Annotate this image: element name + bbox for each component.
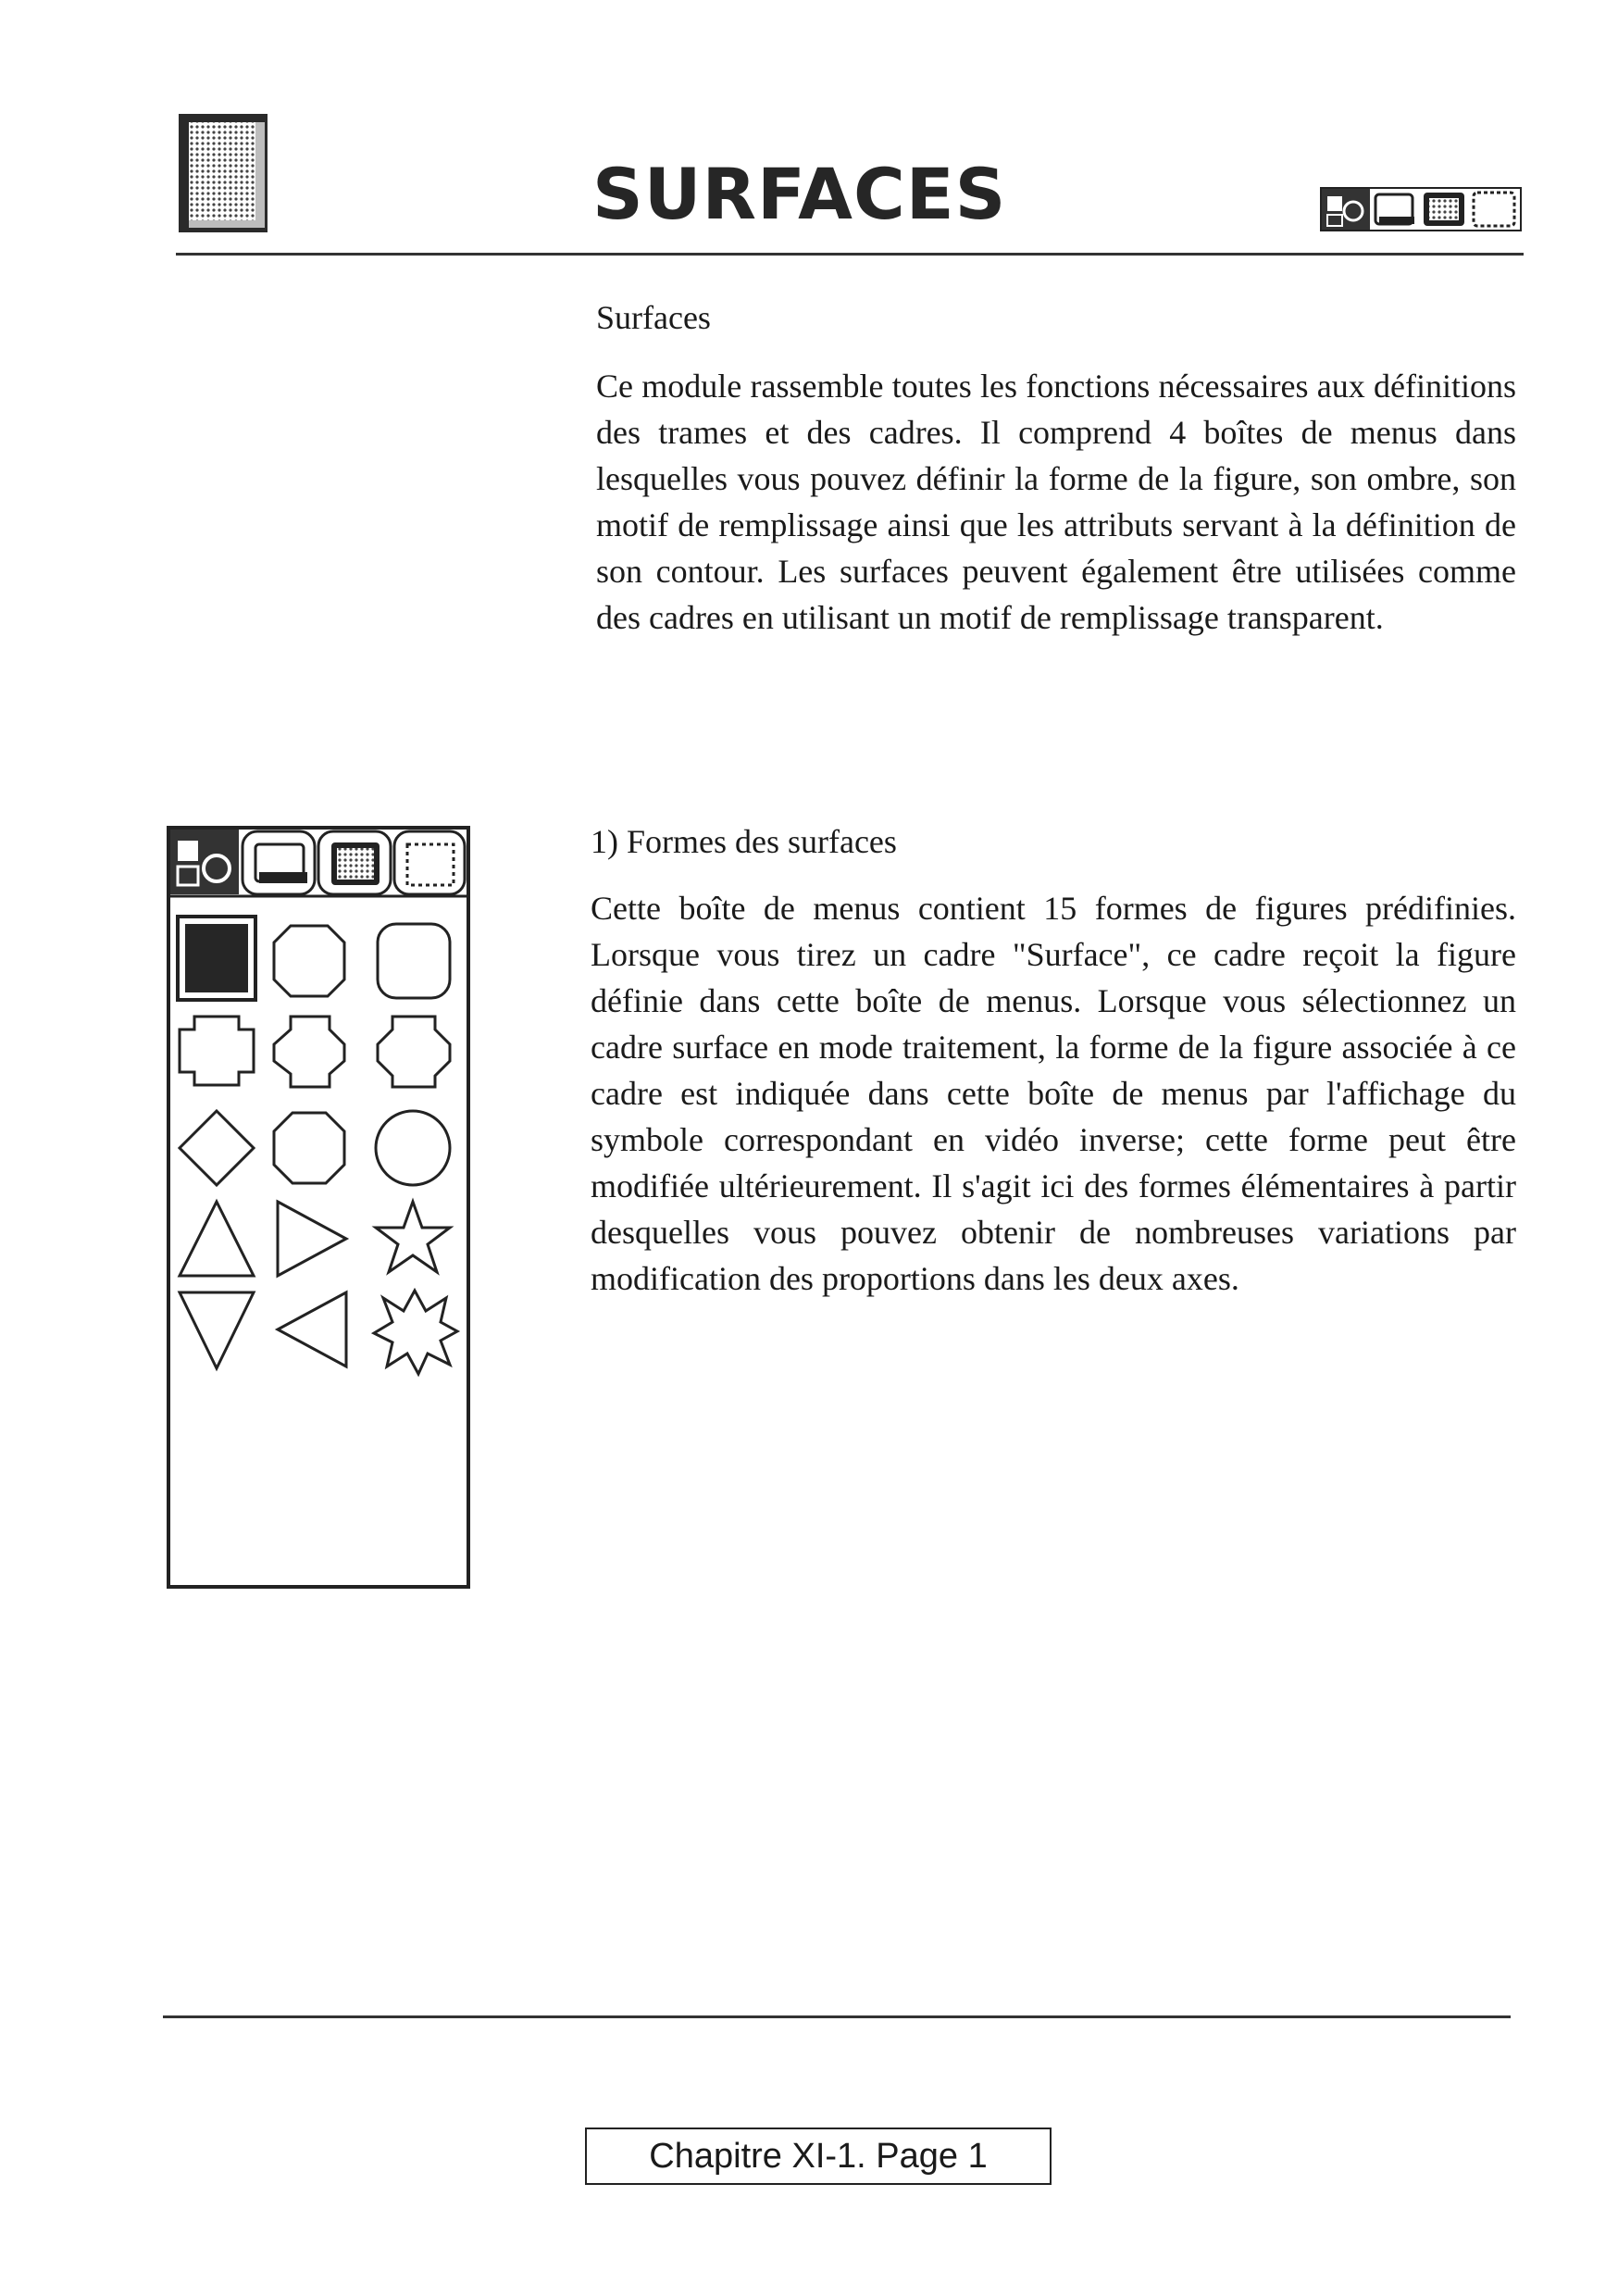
section-title-formes: 1) Formes des surfaces (591, 823, 897, 860)
page-title: SURFACES (592, 153, 1007, 235)
surface-menu-tabs-icon (1320, 187, 1522, 231)
border-tab-icon[interactable] (394, 831, 465, 894)
shapes-menu-box (165, 824, 472, 1591)
shadow-tab-icon[interactable] (243, 831, 315, 894)
filled-square-icon[interactable] (178, 917, 255, 1000)
header-rule (176, 253, 1524, 256)
surface-pattern-icon (178, 113, 268, 233)
section-paragraph-formes: Cette boîte de menus contient 15 formes de figures prédifinies. Lorsque vous tirez un cadre "Surface", ce cadre reçoit la figure définie dans cette boîte de menus. Lorsque vous sélectionnez un cadre surface en mode traitement, la forme de la figure associée à ce cadre est indiquée dans cette boîte de menus par l'affichage du symbole correspondant en vidéo inverse; cette forme peut être modifiée ultérieurement. Il s'agit ici des formes élémentaires à partir desquelles vous pouvez obtenir de nombreuses variations par modification des proportions dans les deux axes. (591, 890, 1516, 1297)
footer-rule (163, 2015, 1511, 2018)
pattern-tab-icon[interactable] (318, 831, 391, 894)
section-paragraph-surfaces: Ce module rassemble toutes les fonctions nécessaires aux définitions des trames et des cadres. Il comprend 4 boîtes de menus dans lesquelles vous pouvez définir la forme de la figure, son ombre, son motif de remplissage ainsi que les attributs servant à la définition de son contour. Les surfaces peuvent également être utilisées comme des cadres en utilisant un motif de remplissage transparent. (596, 368, 1516, 636)
shapes-tab-icon[interactable] (170, 830, 239, 894)
section-title-surfaces: Surfaces (596, 299, 711, 336)
page-number-label: Chapitre XI-1. Page 1 (585, 2128, 1052, 2185)
